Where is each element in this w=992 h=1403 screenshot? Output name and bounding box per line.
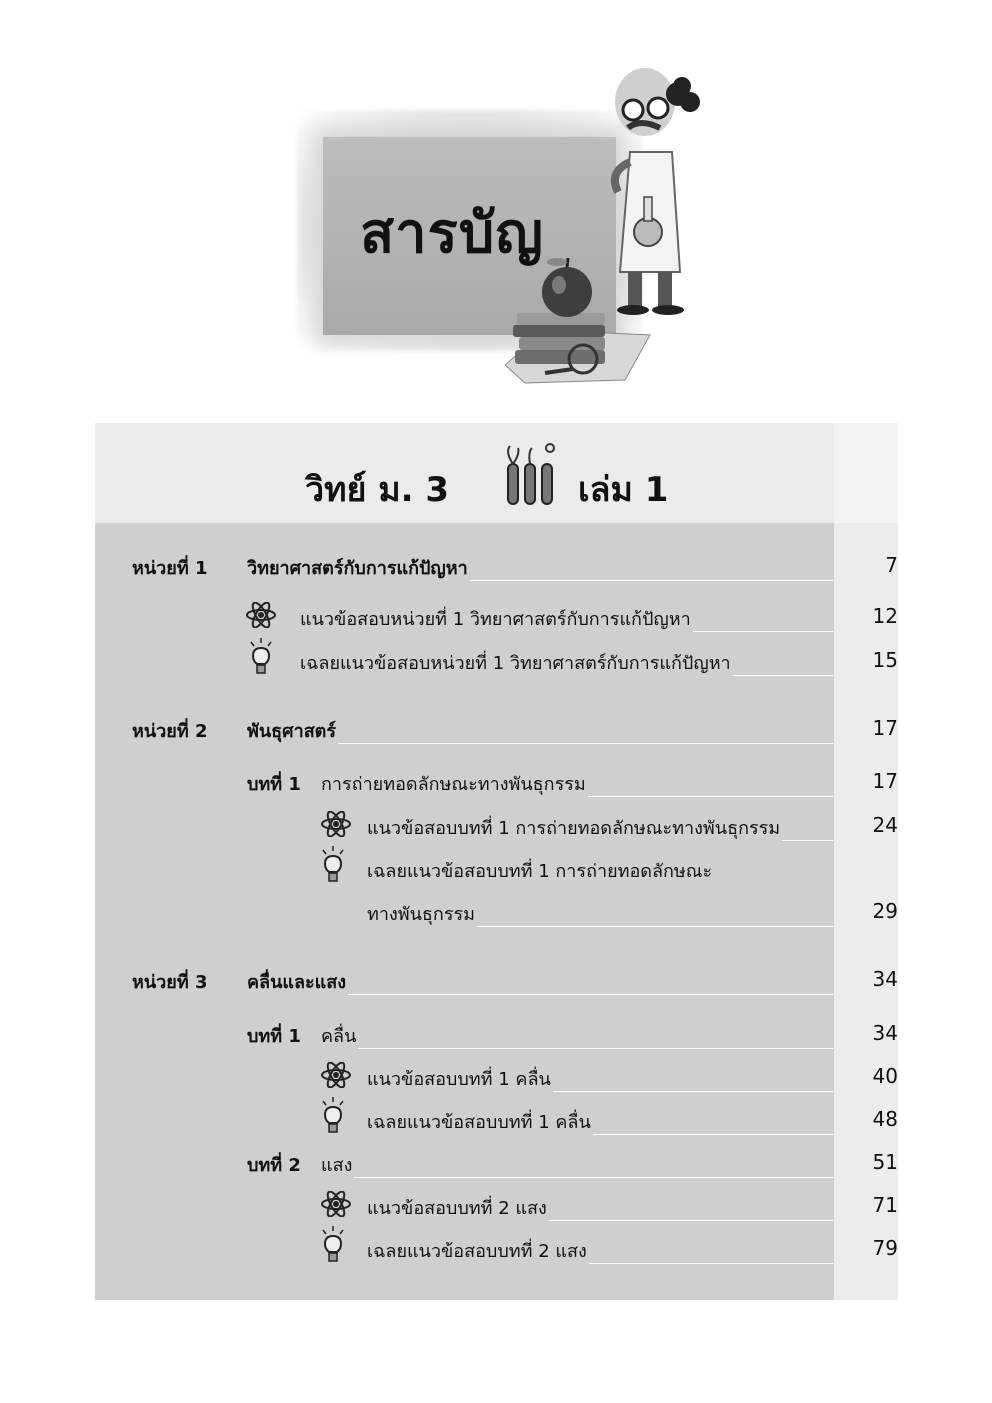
toc-title: แนวข้อสอบบทที่ 1 การถ่ายทอดลักษณะทางพันธุกรรม — [367, 818, 781, 839]
test-tubes-icon — [500, 442, 560, 510]
toc-page-number: 71 — [872, 1193, 898, 1217]
toc-page-number: 34 — [872, 967, 898, 991]
lightbulb-icon — [320, 1226, 346, 1269]
toc-row — [95, 967, 898, 1001]
toc-title: ทางพันธุกรรม — [367, 904, 476, 925]
toc-page-number: 48 — [872, 1107, 898, 1131]
toc-page-number: 12 — [872, 604, 898, 628]
toc-row — [95, 899, 898, 933]
lightbulb-icon — [320, 846, 346, 889]
toc-prefix: บทที่ 1 — [247, 1026, 301, 1047]
toc-row — [95, 813, 898, 847]
toc-row — [95, 769, 898, 803]
leader-line — [477, 926, 833, 927]
lightbulb-icon — [320, 1097, 346, 1140]
toc-header-band — [95, 423, 834, 523]
subject-title: วิทย์ ม. 3 — [305, 470, 450, 510]
toc-title: คลื่น — [321, 1026, 357, 1047]
toc-page-number: 24 — [872, 813, 898, 837]
toc-title: การถ่ายทอดลักษณะทางพันธุกรรม — [321, 774, 586, 795]
atom-icon — [320, 1191, 352, 1222]
leader-line — [693, 631, 833, 632]
toc-page-number: 79 — [872, 1236, 898, 1260]
toc-row — [95, 1021, 898, 1055]
volume-title: เล่ม 1 — [578, 470, 669, 510]
toc-page-number: 34 — [872, 1021, 898, 1045]
toc-prefix: บทที่ 2 — [247, 1155, 301, 1176]
leader-line — [470, 580, 833, 581]
toc-title: เฉลยแนวข้อสอบบทที่ 1 การถ่ายทอดลักษณะ — [367, 861, 713, 882]
toc-row — [95, 553, 898, 587]
leader-line — [348, 994, 833, 995]
atom-icon — [245, 602, 277, 633]
toc-row — [95, 648, 898, 682]
toc-page-number: 29 — [872, 899, 898, 923]
toc-page-number: 15 — [872, 648, 898, 672]
toc-row — [95, 604, 898, 638]
leader-line — [354, 1177, 833, 1178]
toc-row — [95, 1150, 898, 1184]
toc-title: คลื่นและแสง — [247, 972, 347, 993]
leader-line — [593, 1134, 833, 1135]
toc-page-number: 7 — [885, 553, 898, 577]
leader-line — [733, 675, 833, 676]
leader-line — [588, 796, 833, 797]
toc-row — [95, 1107, 898, 1141]
leader-line — [549, 1220, 833, 1221]
leader-line — [338, 743, 833, 744]
toc-title: แนวข้อสอบหน่วยที่ 1 วิทยาศาสตร์กับการแก้ปัญหา — [300, 609, 691, 630]
leader-line — [782, 840, 833, 841]
toc-title: เฉลยแนวข้อสอบบทที่ 1 คลื่น — [367, 1112, 591, 1133]
leader-line — [589, 1263, 833, 1264]
toc-title: แนวข้อสอบบทที่ 2 แสง — [367, 1198, 547, 1219]
toc-row — [95, 856, 898, 890]
toc-prefix: หน่วยที่ 2 — [132, 721, 208, 742]
leader-line — [553, 1091, 833, 1092]
toc-prefix: บทที่ 1 — [247, 774, 301, 795]
toc-page-number: 17 — [872, 769, 898, 793]
leader-line — [358, 1048, 833, 1049]
toc-title: แนวข้อสอบบทที่ 1 คลื่น — [367, 1069, 551, 1090]
toc-page-column-head — [834, 423, 898, 523]
page-title: สารบัญ — [360, 201, 544, 266]
toc-title: วิทยาศาสตร์กับการแก้ปัญหา — [247, 558, 468, 579]
toc-page-number: 17 — [872, 716, 898, 740]
scientist-illustration — [600, 62, 710, 322]
toc-page-number: 51 — [872, 1150, 898, 1174]
lightbulb-icon — [248, 638, 274, 681]
toc-row — [95, 1064, 898, 1098]
toc-title: เฉลยแนวข้อสอบหน่วยที่ 1 วิทยาศาสตร์กับการแก้ปัญหา — [300, 653, 731, 674]
toc-row — [95, 1193, 898, 1227]
toc-title: พันธุศาสตร์ — [247, 721, 337, 742]
atom-icon — [320, 1062, 352, 1093]
toc-row — [95, 1236, 898, 1270]
toc-title: แสง — [321, 1155, 353, 1176]
atom-icon — [320, 811, 352, 842]
toc-prefix: หน่วยที่ 1 — [132, 558, 208, 579]
toc-prefix: หน่วยที่ 3 — [132, 972, 208, 993]
toc-row — [95, 716, 898, 750]
toc-title: เฉลยแนวข้อสอบบทที่ 2 แสง — [367, 1241, 587, 1262]
toc-page-number: 40 — [872, 1064, 898, 1088]
